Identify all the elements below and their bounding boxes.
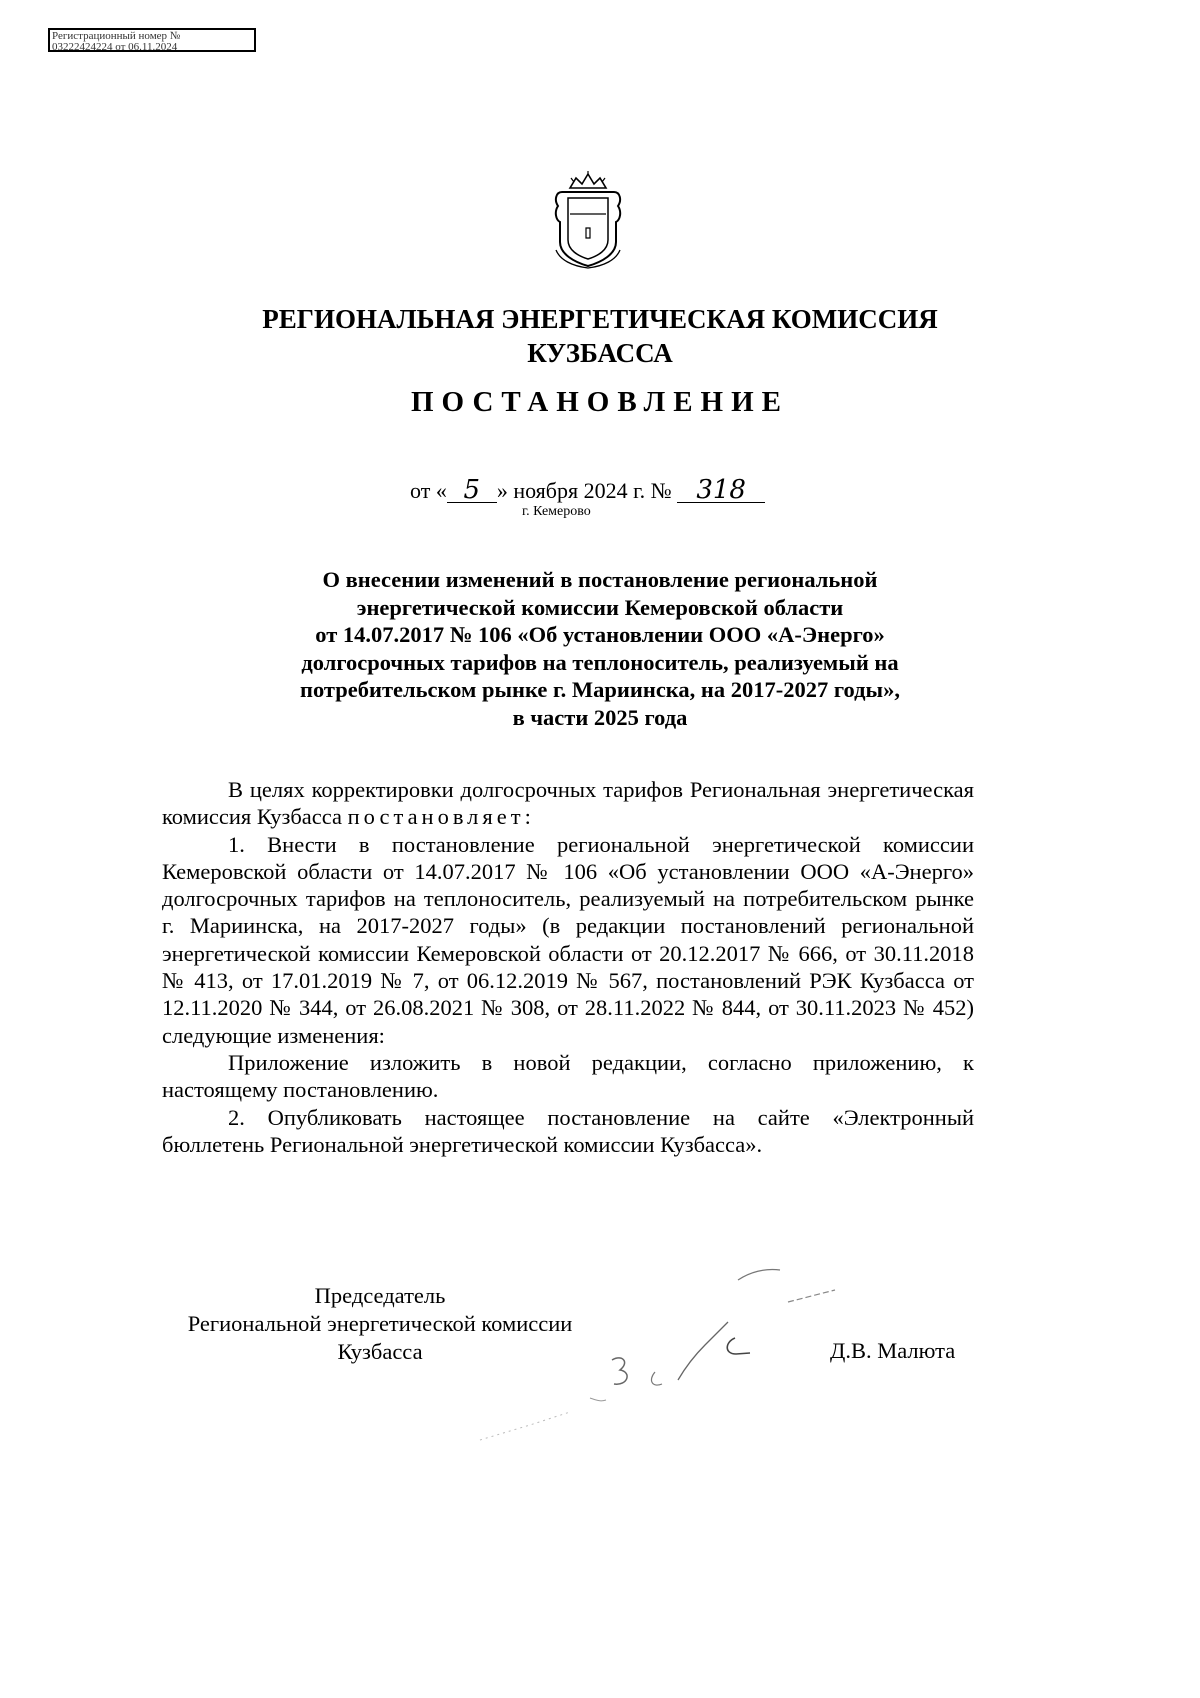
item-1-sub-paragraph: Приложение изложить в новой редакции, согласно приложению, к настоящему постановлению. <box>162 1049 974 1103</box>
subject-line: долгосрочных тарифов на теплоноситель, реализуемый на <box>301 649 899 675</box>
item-2-paragraph: 2. Опубликовать настоящее постановление на сайте «Электронный бюллетень Региональной энергетической комиссии Кузбасса». <box>162 1104 974 1157</box>
signer-title-line3: Кузбасса <box>337 1339 423 1364</box>
subject-line: О внесении изменений в постановление региональной <box>322 567 878 592</box>
subject-line: от 14.07.2017 № 106 «Об установлении ООО «А-Энерго» <box>315 622 885 647</box>
document-city: г. Кемерово <box>522 504 591 519</box>
registration-label: Регистрационный номер № <box>52 30 181 42</box>
document-type: ПОСТАНОВЛЕНИЕ <box>410 386 789 418</box>
subject-line: потребительском рынке г. Мариинска, на 2017-2027 годы», <box>300 677 900 702</box>
organization-title-line2: КУЗБАССА <box>527 338 673 368</box>
signer-title-line2: Региональной энергетической комиссии <box>187 1311 573 1336</box>
handwritten-signature <box>470 1250 870 1450</box>
date-prefix: от « <box>410 478 447 503</box>
signer-name: Д.В. Малюта <box>830 1338 956 1363</box>
organization-title <box>0 302 1200 370</box>
date-day: 5 <box>447 478 497 503</box>
kuzbass-coat-of-arms-icon <box>546 170 630 270</box>
document-body <box>162 776 974 1158</box>
preamble-paragraph <box>162 776 974 831</box>
item-1-paragraph: 1. Внести в постановление региональной энергетической комиссии Кемеровской области от 14.07.2017 № 106 «Об установлении ООО «А-Энерго» долгосрочных тарифов на теплоноситель, реализуемый на потребительском рынке г. Мариинска, на 2017-2027 годы» (в редакции постановлений региональной энергетической комиссии Кемеровской области от 20.12.2017 № 666, от 30.11.2018 № 413, от 17.01.2019 № 7, от 06.12.2019 № 567, постановлений РЭК Кузбасса от 12.11.2020 № 344, от 26.08.2021 № 308, от 28.11.2022 № 844, от 30.11.2023 № 452) следующие изменения: <box>162 831 974 1048</box>
registration-stamp <box>48 28 256 52</box>
subject-line: в части 2025 года <box>512 704 688 730</box>
document-number: 318 <box>677 478 765 503</box>
organization-title-line1: РЕГИОНАЛЬНАЯ ЭНЕРГЕТИЧЕСКАЯ КОМИССИЯ <box>262 304 938 334</box>
decree-word: постановляет: <box>347 804 535 830</box>
document-dateline <box>410 475 765 505</box>
preamble-text: В целях корректировки долгосрочных тарифов Региональная энергетическая комиссия Кузбасса <box>162 777 974 830</box>
document-subject <box>230 566 970 731</box>
signer-title-line1: Председатель <box>314 1283 446 1308</box>
date-middle: » ноября 2024 г. № <box>496 478 672 503</box>
registration-number: 03222424224 от 06.11.2024 <box>52 41 178 53</box>
subject-line: энергетической комиссии Кемеровской области <box>356 594 844 620</box>
